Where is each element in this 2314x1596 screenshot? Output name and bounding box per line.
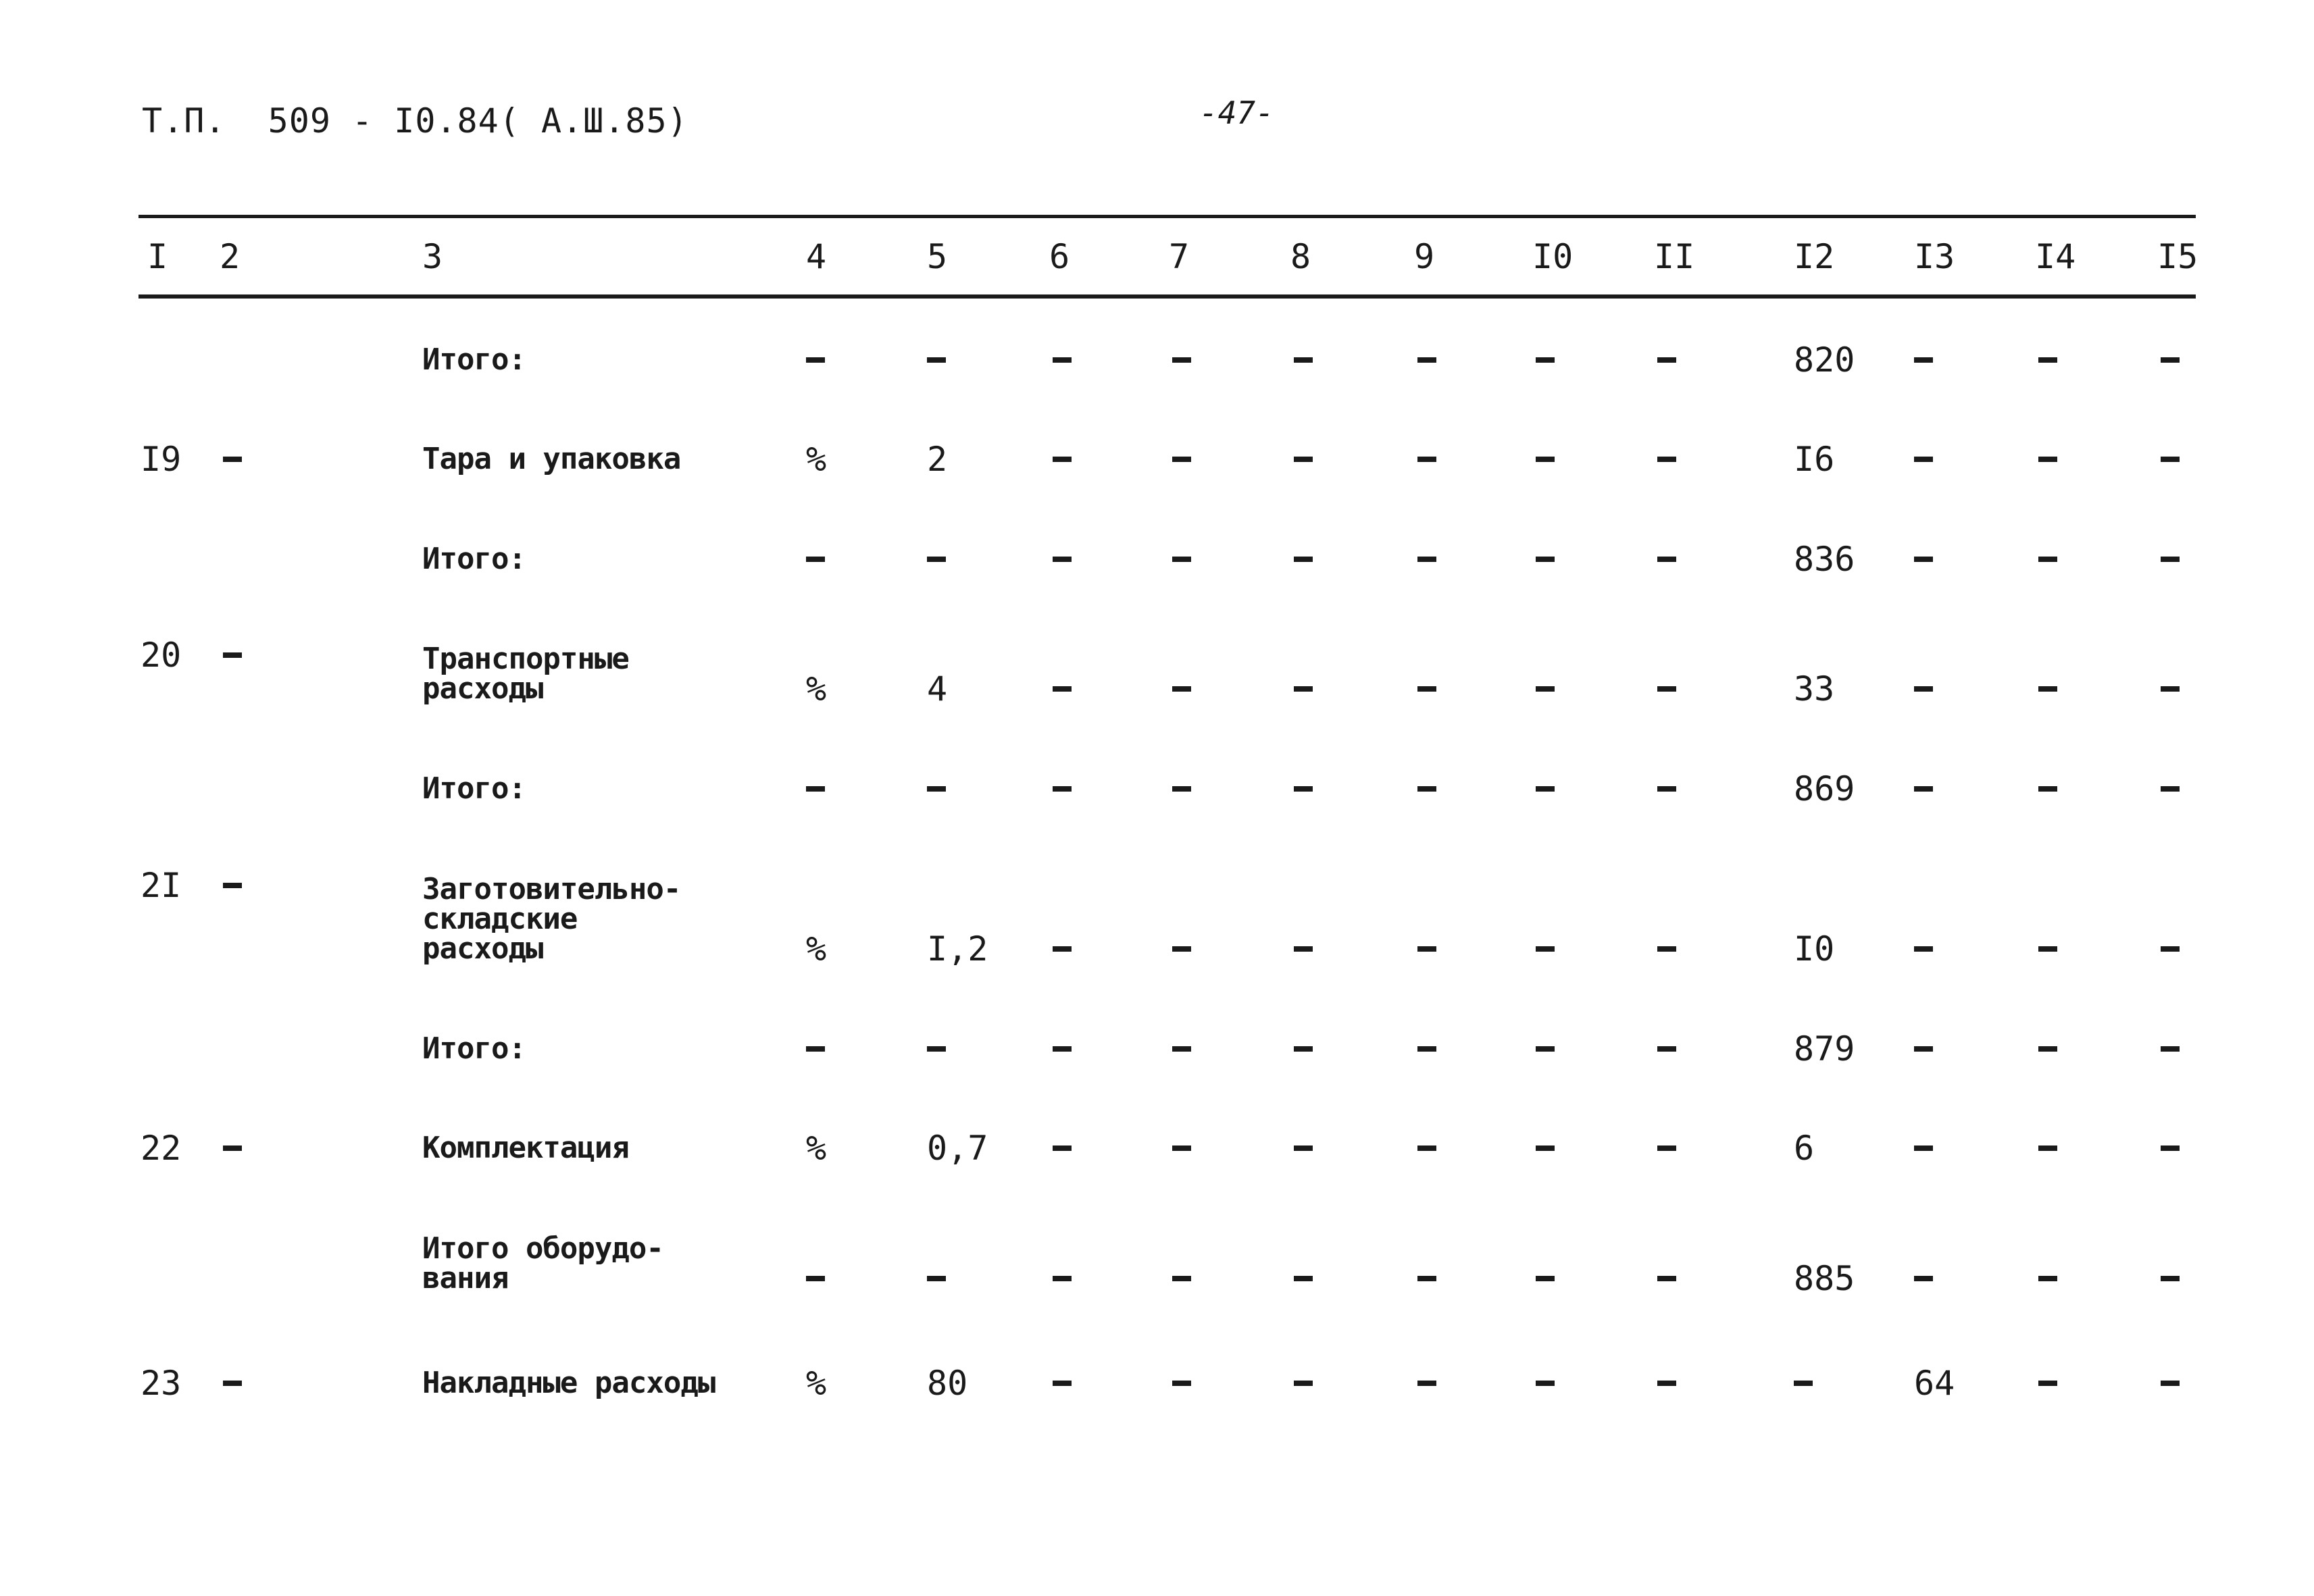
row-empty-dash: [1536, 786, 1555, 792]
row-unit: %: [806, 1364, 827, 1403]
row-overhead: [1914, 457, 1933, 462]
row-empty-dash: [1417, 1381, 1436, 1386]
row-name: Тара и упаковка: [422, 442, 681, 476]
row-col2-dash: [223, 457, 242, 462]
row-empty-dash: [1294, 557, 1313, 562]
row-empty-dash: [1053, 1046, 1072, 1052]
row-value: [927, 357, 946, 363]
row-empty-dash: [1417, 557, 1436, 562]
row-empty-dash: [2161, 1381, 2180, 1386]
row-total: 885: [1794, 1259, 1855, 1298]
row-overhead: [1914, 686, 1933, 692]
row-total: 33: [1794, 669, 1835, 709]
row-empty-dash: [1053, 1276, 1072, 1281]
row-empty-dash: [1172, 357, 1191, 363]
row-name: Итого:: [422, 542, 526, 576]
row-col2-dash: [223, 1381, 242, 1386]
row-unit: %: [806, 1129, 827, 1168]
row-value: 80: [927, 1364, 968, 1403]
row-total: [1794, 1381, 1813, 1386]
row-total: I0: [1794, 929, 1835, 969]
row-unit: [806, 1046, 825, 1052]
row-empty-dash: [1053, 786, 1072, 792]
row-name: Итого:: [422, 342, 526, 377]
row-empty-dash: [1172, 1381, 1191, 1386]
row-empty-dash: [1172, 457, 1191, 462]
column-header: I: [147, 237, 168, 276]
row-empty-dash: [1657, 686, 1676, 692]
row-empty-dash: [2038, 357, 2057, 363]
row-name: вания: [422, 1261, 509, 1295]
row-name: Итого оборудо-: [422, 1231, 663, 1266]
document-code: Т.П. 509 - I0.84( А.Ш.85): [142, 101, 688, 140]
row-empty-dash: [1536, 686, 1555, 692]
row-value: [927, 786, 946, 792]
row-value: [927, 557, 946, 562]
row-empty-dash: [2038, 457, 2057, 462]
column-header: I5: [2157, 237, 2198, 276]
row-empty-dash: [1294, 946, 1313, 952]
row-name: Накладные расходы: [422, 1366, 715, 1400]
row-empty-dash: [1294, 1276, 1313, 1281]
row-empty-dash: [1172, 686, 1191, 692]
row-empty-dash: [1657, 1145, 1676, 1151]
row-empty-dash: [2038, 1046, 2057, 1052]
row-empty-dash: [1657, 786, 1676, 792]
row-value: 2: [927, 440, 948, 479]
row-empty-dash: [2038, 1145, 2057, 1151]
row-empty-dash: [1417, 1046, 1436, 1052]
column-header: 2: [220, 237, 241, 276]
row-unit: [806, 786, 825, 792]
column-header: I0: [1532, 237, 1574, 276]
column-header: 9: [1414, 237, 1435, 276]
row-empty-dash: [1294, 686, 1313, 692]
row-empty-dash: [1172, 946, 1191, 952]
row-total: 836: [1794, 540, 1855, 579]
row-name: расходы: [422, 671, 543, 706]
row-empty-dash: [1417, 946, 1436, 952]
row-name: Транспортные: [422, 642, 629, 676]
column-header: 5: [927, 237, 948, 276]
row-name: складские: [422, 902, 578, 936]
row-empty-dash: [1417, 1145, 1436, 1151]
row-empty-dash: [1536, 457, 1555, 462]
row-empty-dash: [1536, 946, 1555, 952]
row-number: I9: [141, 440, 182, 479]
row-empty-dash: [1657, 557, 1676, 562]
row-unit: [806, 357, 825, 363]
column-header: 7: [1169, 237, 1190, 276]
row-empty-dash: [1536, 1381, 1555, 1386]
row-value: [927, 1276, 946, 1281]
row-empty-dash: [2161, 357, 2180, 363]
row-empty-dash: [2161, 557, 2180, 562]
column-header: 4: [806, 237, 827, 276]
row-empty-dash: [1053, 1145, 1072, 1151]
row-col2-dash: [223, 1145, 242, 1151]
row-empty-dash: [2161, 946, 2180, 952]
row-empty-dash: [1417, 686, 1436, 692]
row-overhead: [1914, 557, 1933, 562]
row-empty-dash: [2161, 686, 2180, 692]
row-overhead: [1914, 786, 1933, 792]
row-empty-dash: [1657, 1276, 1676, 1281]
row-number: 23: [141, 1364, 182, 1403]
row-empty-dash: [1053, 946, 1072, 952]
row-empty-dash: [1294, 357, 1313, 363]
row-empty-dash: [1053, 686, 1072, 692]
column-header: 3: [422, 237, 443, 276]
row-empty-dash: [1417, 457, 1436, 462]
row-overhead: [1914, 1145, 1933, 1151]
row-empty-dash: [1294, 1145, 1313, 1151]
row-empty-dash: [1657, 946, 1676, 952]
row-empty-dash: [1172, 1046, 1191, 1052]
row-value: 4: [927, 669, 948, 709]
row-empty-dash: [2038, 1276, 2057, 1281]
row-overhead: [1914, 946, 1933, 952]
row-number: 2I: [141, 866, 182, 905]
row-empty-dash: [2038, 557, 2057, 562]
row-total: 820: [1794, 340, 1855, 380]
row-empty-dash: [2161, 1276, 2180, 1281]
row-empty-dash: [1657, 1381, 1676, 1386]
row-unit: %: [806, 929, 827, 969]
row-empty-dash: [1172, 1276, 1191, 1281]
row-empty-dash: [1172, 557, 1191, 562]
row-empty-dash: [1172, 1145, 1191, 1151]
row-empty-dash: [1294, 1381, 1313, 1386]
column-header: I4: [2035, 237, 2076, 276]
row-overhead: [1914, 1046, 1933, 1052]
column-header: 6: [1049, 237, 1070, 276]
row-total: I6: [1794, 440, 1835, 479]
row-value: 0,7: [927, 1129, 988, 1168]
page-number: -47-: [1199, 95, 1274, 131]
row-number: 20: [141, 636, 182, 675]
row-unit: [806, 1276, 825, 1281]
row-empty-dash: [2161, 1145, 2180, 1151]
row-name: Комплектация: [422, 1131, 629, 1165]
row-name: Итого:: [422, 1031, 526, 1066]
row-number: 22: [141, 1129, 182, 1168]
row-empty-dash: [1053, 457, 1072, 462]
row-empty-dash: [2161, 786, 2180, 792]
column-header: 8: [1290, 237, 1311, 276]
column-header: I2: [1794, 237, 1835, 276]
row-total: 6: [1794, 1129, 1815, 1168]
row-empty-dash: [1417, 786, 1436, 792]
row-empty-dash: [2038, 686, 2057, 692]
row-overhead: [1914, 1276, 1933, 1281]
row-name: Итого:: [422, 771, 526, 806]
row-overhead: 64: [1914, 1364, 1955, 1403]
row-empty-dash: [2038, 1381, 2057, 1386]
row-empty-dash: [1536, 1046, 1555, 1052]
row-empty-dash: [2161, 457, 2180, 462]
row-col2-dash: [223, 652, 242, 658]
table-header-rule: [139, 294, 2196, 299]
row-unit: %: [806, 669, 827, 709]
row-empty-dash: [1294, 786, 1313, 792]
row-empty-dash: [1536, 1276, 1555, 1281]
row-empty-dash: [1294, 457, 1313, 462]
row-empty-dash: [1536, 557, 1555, 562]
row-total: 879: [1794, 1029, 1855, 1069]
row-total: 869: [1794, 769, 1855, 808]
row-name: Заготовительно-: [422, 872, 681, 906]
table-top-rule: [139, 215, 2196, 218]
row-value: I,2: [927, 929, 988, 969]
column-header: II: [1654, 237, 1695, 276]
column-header: I3: [1914, 237, 1955, 276]
row-unit: %: [806, 440, 827, 479]
row-empty-dash: [1536, 1145, 1555, 1151]
row-empty-dash: [1053, 1381, 1072, 1386]
row-empty-dash: [1657, 357, 1676, 363]
row-empty-dash: [1053, 357, 1072, 363]
row-empty-dash: [1172, 786, 1191, 792]
row-empty-dash: [1417, 357, 1436, 363]
row-empty-dash: [2038, 946, 2057, 952]
row-name: расходы: [422, 931, 543, 966]
row-unit: [806, 557, 825, 562]
row-empty-dash: [1417, 1276, 1436, 1281]
row-value: [927, 1046, 946, 1052]
row-empty-dash: [1536, 357, 1555, 363]
row-empty-dash: [1657, 1046, 1676, 1052]
row-empty-dash: [1657, 457, 1676, 462]
row-overhead: [1914, 357, 1933, 363]
row-empty-dash: [1053, 557, 1072, 562]
row-empty-dash: [1294, 1046, 1313, 1052]
row-col2-dash: [223, 883, 242, 888]
row-empty-dash: [2038, 786, 2057, 792]
row-empty-dash: [2161, 1046, 2180, 1052]
